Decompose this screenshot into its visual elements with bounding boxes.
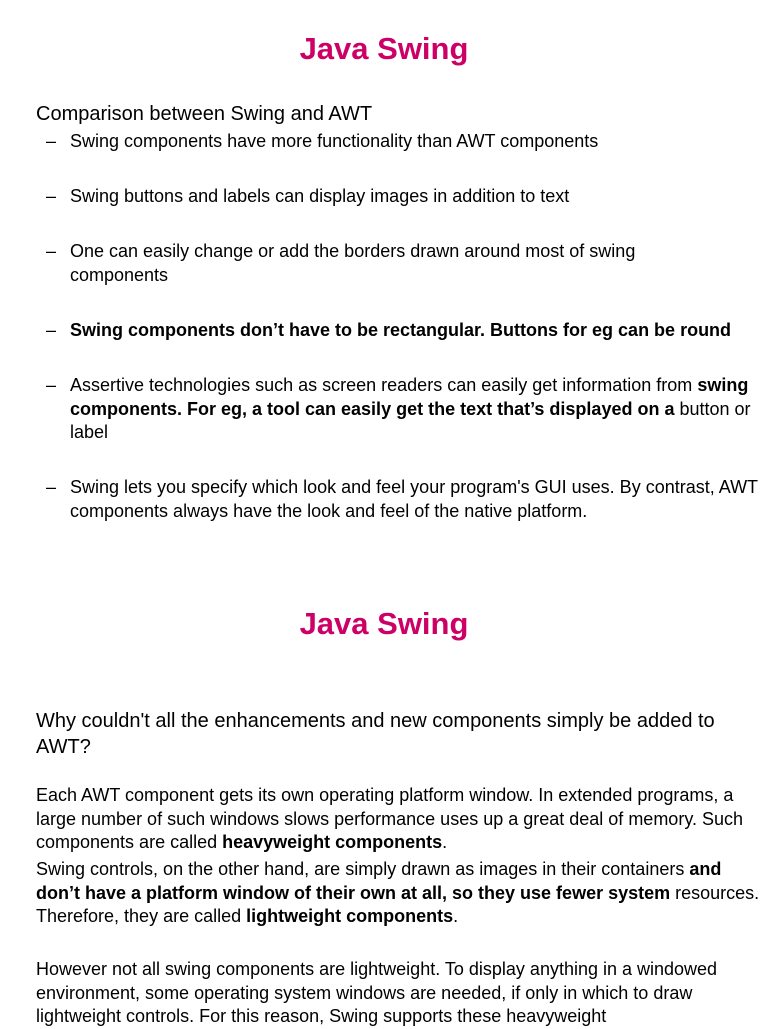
list-item-text-part: Assertive technologies such as screen readers can easily get information from [70, 375, 698, 395]
dash-bullet: – [46, 131, 57, 151]
paragraph-text: resources. Therefore, they are called [36, 882, 760, 926]
list-item-text: Swing components have more functionality than AWT components [70, 131, 599, 151]
paragraph-lightweight [36, 858, 764, 929]
comparison-heading: Comparison between Swing and AWT [36, 103, 373, 125]
list-item-text: One can easily change or add the borders drawn around most of swing components [70, 241, 636, 285]
list-item [46, 319, 766, 343]
paragraph-text: Swing controls, on the other hand, are simply drawn as images in their containers [36, 859, 690, 879]
paragraph-text: Each AWT component gets its own operating platform window. In extended programs, a large number of such windows slows performance uses up a great deal of memory. Such components are called [36, 785, 744, 852]
list-item [46, 374, 766, 445]
list-item-text-part: button or label [70, 398, 751, 442]
list-item-text: Swing lets you specify which look and feel your program's GUI uses. By contrast, AWT components always have the look and feel of the native platform. [70, 477, 758, 521]
dash-bullet: – [46, 320, 57, 340]
slide-1-title: Java Swing [299, 31, 469, 66]
list-item-bold-text: swing components. For eg, a tool can easily get the text that’s displayed on a [70, 375, 749, 419]
paragraph-end: . [453, 906, 459, 926]
dash-bullet: – [46, 186, 57, 206]
term-lightweight-components: lightweight components [246, 906, 454, 926]
dash-bullet: – [46, 375, 57, 395]
list-item-text: Swing components don’t have to be rectangular. Buttons for eg can be round [70, 320, 732, 340]
list-item [46, 476, 766, 523]
paragraph-not-all-lightweight: However not all swing components are lightweight. To display anything in a windowed environment, some operating system windows are needed, if only in which to draw lightweight controls. For this reason, Swing supports these heavyweight [36, 959, 718, 1026]
list-item-text: Swing buttons and labels can display images in addition to text [70, 186, 570, 206]
term-heavyweight-components: heavyweight components [222, 832, 443, 852]
slide-2-title: Java Swing [299, 606, 469, 641]
list-item-text [70, 374, 766, 445]
paragraph-bold-text: and don’t have a platform window of their own at all, so they use fewer system [36, 859, 722, 903]
list-item [46, 240, 766, 287]
list-item [46, 185, 766, 209]
dash-bullet: – [46, 241, 57, 261]
list-item [46, 130, 766, 154]
question-heading: Why couldn't all the enhancements and new components simply be added to AWT? [36, 710, 715, 758]
paragraph-end: . [442, 832, 448, 852]
paragraph-heavyweight [36, 784, 764, 855]
dash-bullet: – [46, 477, 57, 497]
